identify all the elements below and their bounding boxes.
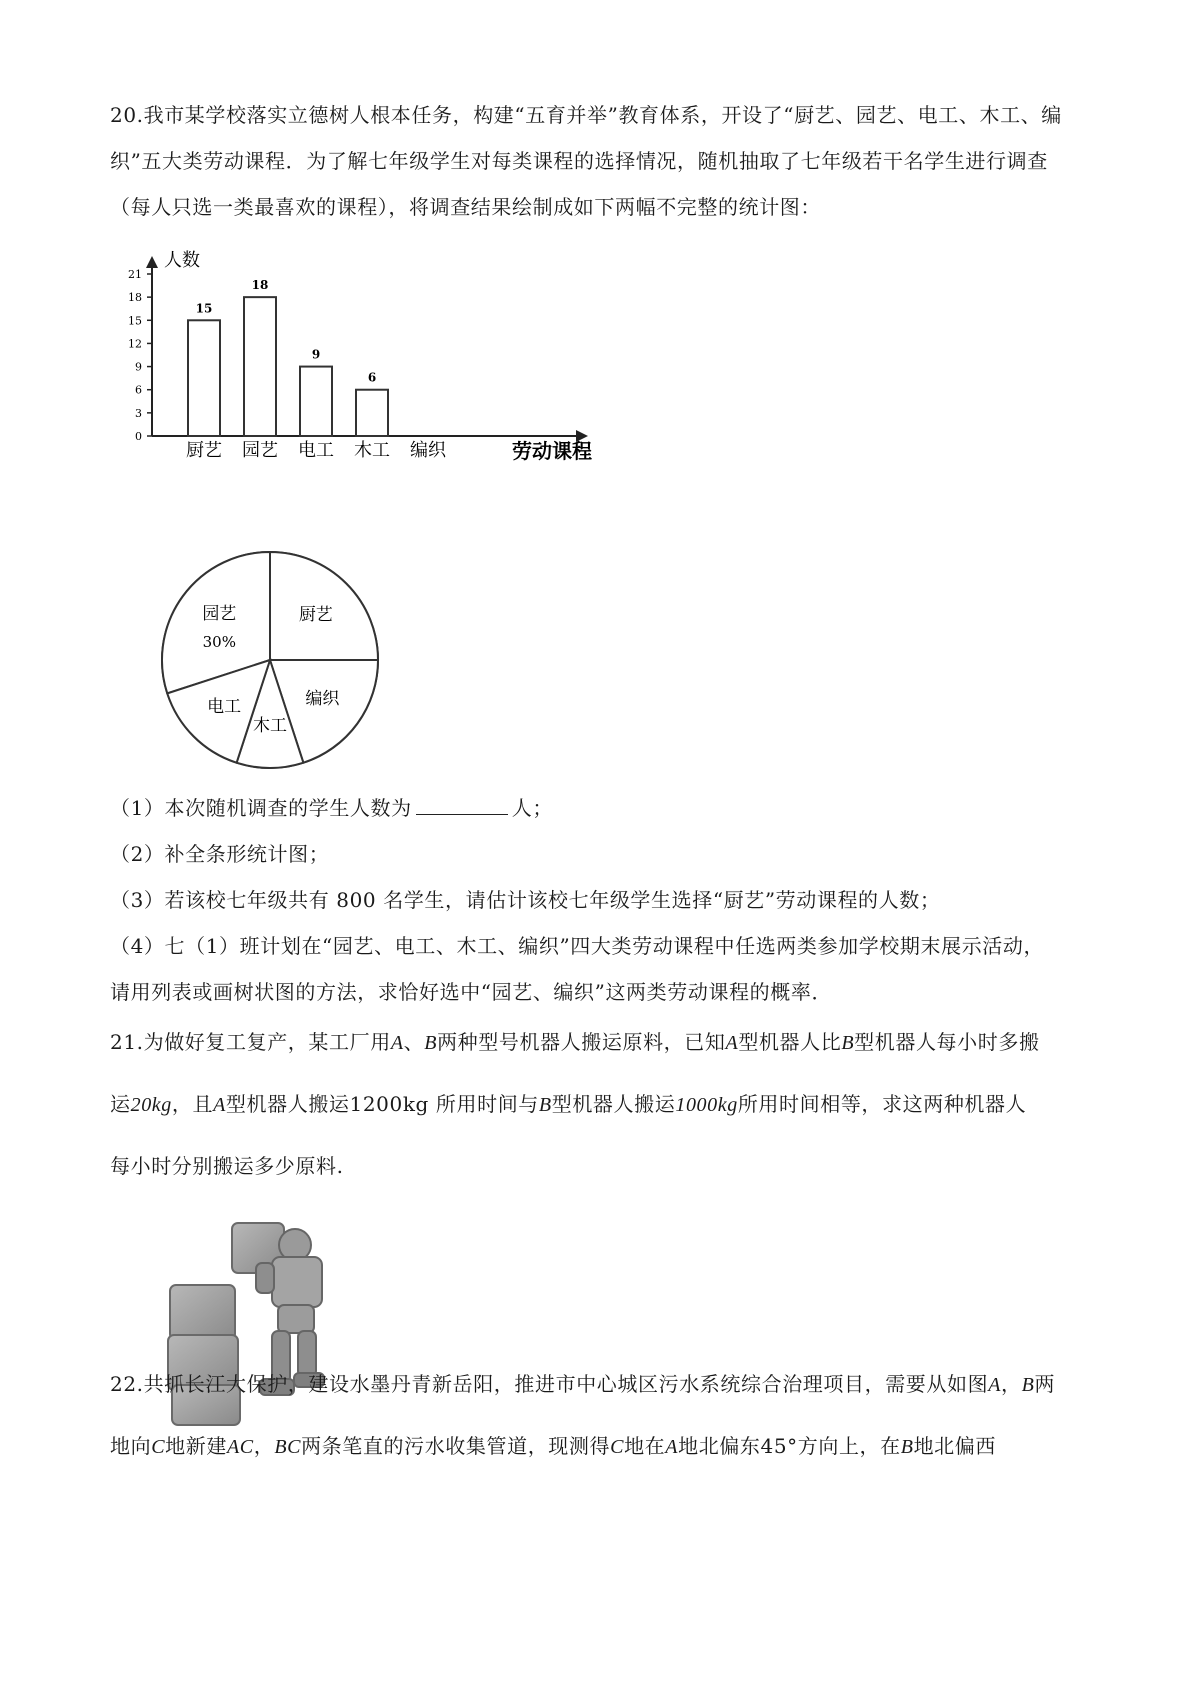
- q21-var: 20kg: [130, 1094, 172, 1116]
- x-tick-label: 园艺: [242, 440, 278, 461]
- q22-text: ，: [1001, 1372, 1022, 1396]
- q21-text: 所用时间相等，求这两种机器人: [737, 1092, 1027, 1116]
- q22-text: 地北偏东: [678, 1434, 761, 1458]
- q22-text: 两条笔直的污水收集管道，现测得: [301, 1434, 611, 1458]
- q22-var: B: [900, 1436, 914, 1458]
- q22-text: ，: [253, 1434, 275, 1458]
- y-tick-label: 3: [135, 406, 142, 420]
- q20-sub-1: [110, 792, 553, 821]
- q21-var: A: [213, 1094, 226, 1116]
- q21-text: 两种型号机器人搬运原料，已知: [437, 1030, 726, 1054]
- bar-value-label: 9: [311, 347, 321, 362]
- y-tick-label: 21: [128, 268, 142, 281]
- q22-var: A: [988, 1374, 1002, 1396]
- x-axis-label: 劳动课程: [512, 439, 592, 463]
- q21-line-2: [110, 1088, 1026, 1117]
- y-tick-label: 9: [135, 360, 142, 374]
- answer-blank[interactable]: [416, 796, 508, 815]
- q20-sub-2: （2）补全条形统计图；: [110, 842, 330, 866]
- q22-text: 地向: [110, 1434, 152, 1458]
- x-tick-label: 厨艺: [186, 440, 222, 461]
- pie-slice-label: 园艺: [202, 604, 237, 625]
- x-tick-label: 木工: [354, 440, 390, 461]
- bar: [244, 297, 276, 436]
- pie-chart: [150, 540, 390, 780]
- q21-text: ，且: [171, 1092, 214, 1116]
- q22-var: AC: [226, 1436, 254, 1458]
- q20-sub-3: （3）若该校七年级共有 800 名学生，请估计该校七年级学生选择“厨艺”劳动课程的人数；: [110, 888, 941, 912]
- q20-sub-4-line-1: （4）七（1）班计划在“园艺、电工、木工、编织”四大类劳动课程中任选两类参加学校期末展示活动，: [110, 934, 1045, 958]
- q22-var: C: [151, 1436, 166, 1458]
- q22-text: 两: [1034, 1372, 1056, 1396]
- bar-value-label: 6: [367, 370, 377, 385]
- q22-line-1: [110, 1368, 1055, 1397]
- q22-var: A: [665, 1436, 679, 1458]
- bar-value-label: 18: [251, 278, 269, 293]
- pie-slice-label: 木工: [253, 715, 287, 736]
- q20-stem-line-2: 织”五大类劳动课程．为了解七年级学生对每类课程的选择情况，随机抽取了七年级若干名学生进行调查: [110, 149, 1048, 173]
- q22-text: 22.共抓长江大保护，建设水墨丹青新岳阳，推进市中心城区污水系统综合治理项目，需要从如图: [110, 1372, 989, 1396]
- q20-stem-line-3: （每人只选一类最喜欢的课程），将调查结果绘制成如下两幅不完整的统计图：: [110, 195, 821, 219]
- pie-slice-label: 电工: [207, 696, 242, 717]
- y-tick-label: 18: [128, 291, 142, 305]
- bar-chart: [110, 238, 630, 518]
- q21-text: 、: [403, 1030, 425, 1054]
- robot-carrying-boxes-illustration: [160, 1215, 400, 1430]
- q22-var: BC: [274, 1436, 302, 1458]
- pie-slice-label: 编织: [305, 689, 340, 710]
- q20-sub-1-unit: 人；: [511, 796, 553, 820]
- q21-text: 型机器人比: [738, 1030, 842, 1054]
- q21-text: 21.为做好复工复产，某工厂用: [110, 1030, 391, 1054]
- q21-text: 型机器人搬运: [551, 1092, 676, 1116]
- bar-value-label: 15: [195, 301, 213, 316]
- q21-var: B: [538, 1094, 552, 1116]
- q21-text: 型机器人搬运1200kg 所用时间与: [225, 1092, 539, 1116]
- q20-stem: [110, 92, 1100, 230]
- pie-slice-label: 厨艺: [298, 605, 333, 626]
- y-tick-label: 6: [135, 383, 142, 397]
- q22-var: C: [610, 1436, 625, 1458]
- q20-stem-line-1: 20.我市某学校落实立德树人根本任务，构建“五育并举”教育体系，开设了“厨艺、园艺、电工、木工、编: [110, 103, 1062, 127]
- q20-sub-4-line-2: 请用列表或画树状图的方法，求恰好选中“园艺、编织”这两类劳动课程的概率．: [110, 980, 833, 1004]
- q21-line-3: 每小时分别搬运多少原料.: [110, 1154, 344, 1178]
- y-axis-arrow: [146, 256, 158, 268]
- q22-text: 地新建: [165, 1434, 227, 1458]
- y-tick-label: 0: [135, 430, 142, 443]
- x-tick-label: 编织: [410, 440, 446, 461]
- q22-var: B: [1021, 1374, 1035, 1396]
- q21-text: 运: [110, 1092, 131, 1116]
- y-tick-label: 15: [128, 314, 142, 328]
- q21-text: 型机器人每小时多搬: [854, 1030, 1040, 1054]
- q21-var: 1000kg: [675, 1094, 738, 1116]
- x-tick-label: 电工: [298, 440, 334, 461]
- bar: [356, 390, 388, 436]
- q21-var: B: [424, 1032, 438, 1054]
- q22-var: 45°: [760, 1434, 798, 1458]
- bar: [300, 367, 332, 436]
- pie-slice-percent: 30%: [202, 633, 236, 652]
- q22-line-2: [110, 1430, 996, 1459]
- y-tick-label: 12: [128, 337, 142, 351]
- q21-var: A: [725, 1032, 739, 1054]
- q21-line-1: [110, 1026, 1040, 1055]
- q21-var: B: [841, 1032, 855, 1054]
- q20-sub-1-text: （1）本次随机调查的学生人数为: [110, 796, 412, 820]
- q22-text: 地在: [624, 1434, 666, 1458]
- bar: [188, 320, 220, 436]
- q21-var: A: [390, 1032, 404, 1054]
- y-axis-label: 人数: [164, 250, 200, 271]
- q22-text: 方向上，在: [797, 1434, 901, 1458]
- q22-text: 地北偏西: [913, 1434, 996, 1458]
